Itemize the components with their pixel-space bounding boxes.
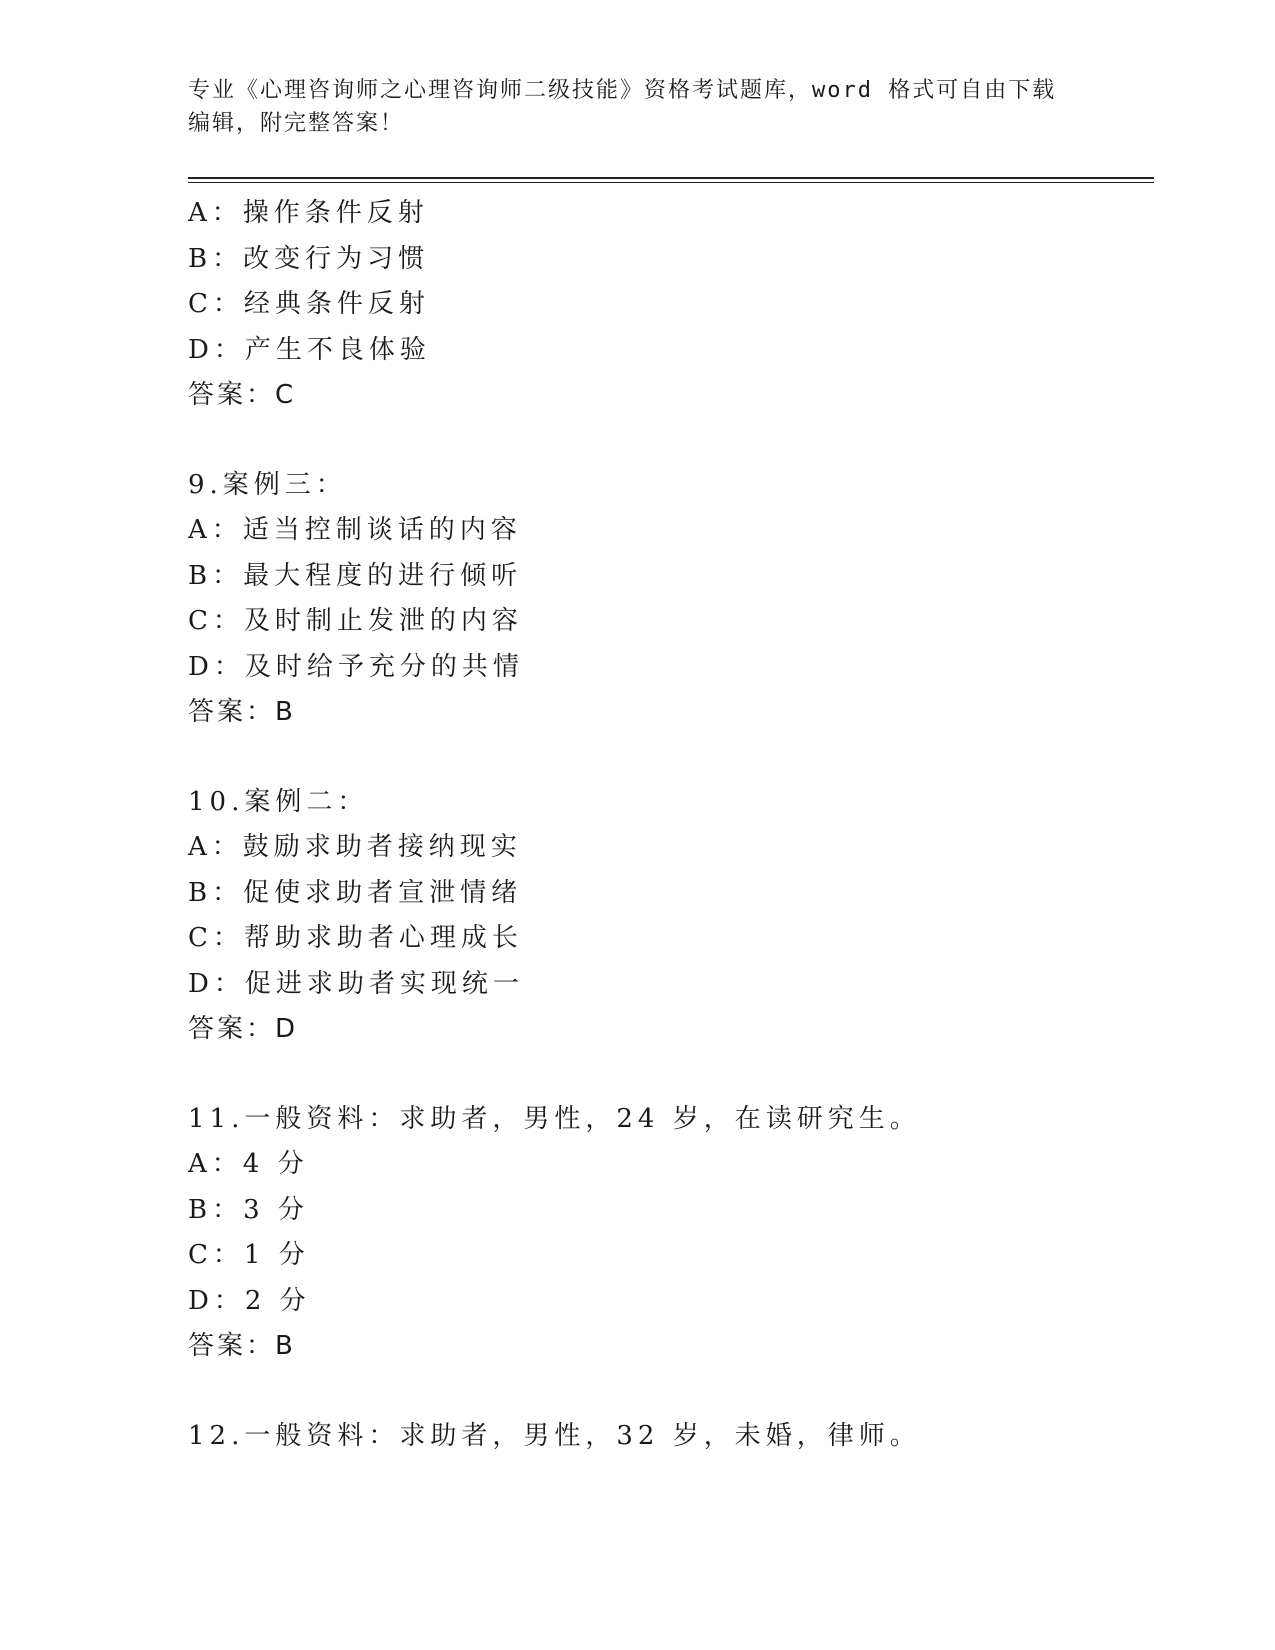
question-block [188, 1097, 1148, 1370]
answer-line: 答案：B [188, 697, 296, 727]
option-a: A：4 分 [188, 1149, 309, 1179]
header-divider-thick [188, 177, 1154, 179]
question-stem: 12.一般资料：求助者，男性，32 岁，未婚，律师。 [188, 1420, 921, 1451]
option-d: D：2 分 [188, 1285, 311, 1316]
option-c: C：及时制止发泄的内容 [188, 606, 523, 636]
document-header [188, 74, 1088, 140]
block-spacer [188, 736, 1148, 780]
header-line-1: 专业《心理咨询师之心理咨询师二级技能》资格考试题库，word 格式可自由下载 [188, 78, 1057, 103]
question-block [188, 463, 1148, 736]
option-d: D：产生不良体验 [188, 334, 431, 365]
answer-line: 答案：D [188, 1014, 299, 1044]
question-block [188, 780, 1148, 1053]
block-spacer [188, 1370, 1148, 1414]
option-b: B：最大程度的进行倾听 [188, 560, 523, 591]
question-stem: 11.一般资料：求助者，男性，24 岁，在读研究生。 [188, 1103, 921, 1134]
option-d: D：促进求助者实现统一 [188, 968, 524, 999]
block-spacer [188, 1053, 1148, 1097]
option-b: B：改变行为习惯 [188, 243, 430, 274]
option-c: C：帮助求助者心理成长 [188, 923, 523, 953]
option-d: D：及时给予充分的共情 [188, 651, 524, 682]
answer-line: 答案：B [188, 1331, 296, 1361]
question-block [188, 191, 1148, 419]
question-stem: 10.案例二： [188, 786, 369, 817]
header-divider-thin [188, 182, 1154, 183]
answer-line: 答案：C [188, 380, 297, 410]
block-spacer [188, 419, 1148, 463]
option-b: B：3 分 [188, 1194, 309, 1225]
option-b: B：促使求助者宣泄情绪 [188, 877, 523, 908]
question-list [188, 191, 1148, 1459]
header-line-2: 编辑，附完整答案！ [188, 111, 405, 136]
option-c: C：1 分 [188, 1240, 310, 1270]
question-block [188, 1414, 1148, 1460]
option-a: A：操作条件反射 [188, 198, 429, 228]
option-c: C：经典条件反射 [188, 289, 430, 319]
option-a: A：适当控制谈话的内容 [188, 515, 522, 545]
option-a: A：鼓励求助者接纳现实 [188, 832, 522, 862]
question-stem: 9.案例三： [188, 469, 347, 500]
